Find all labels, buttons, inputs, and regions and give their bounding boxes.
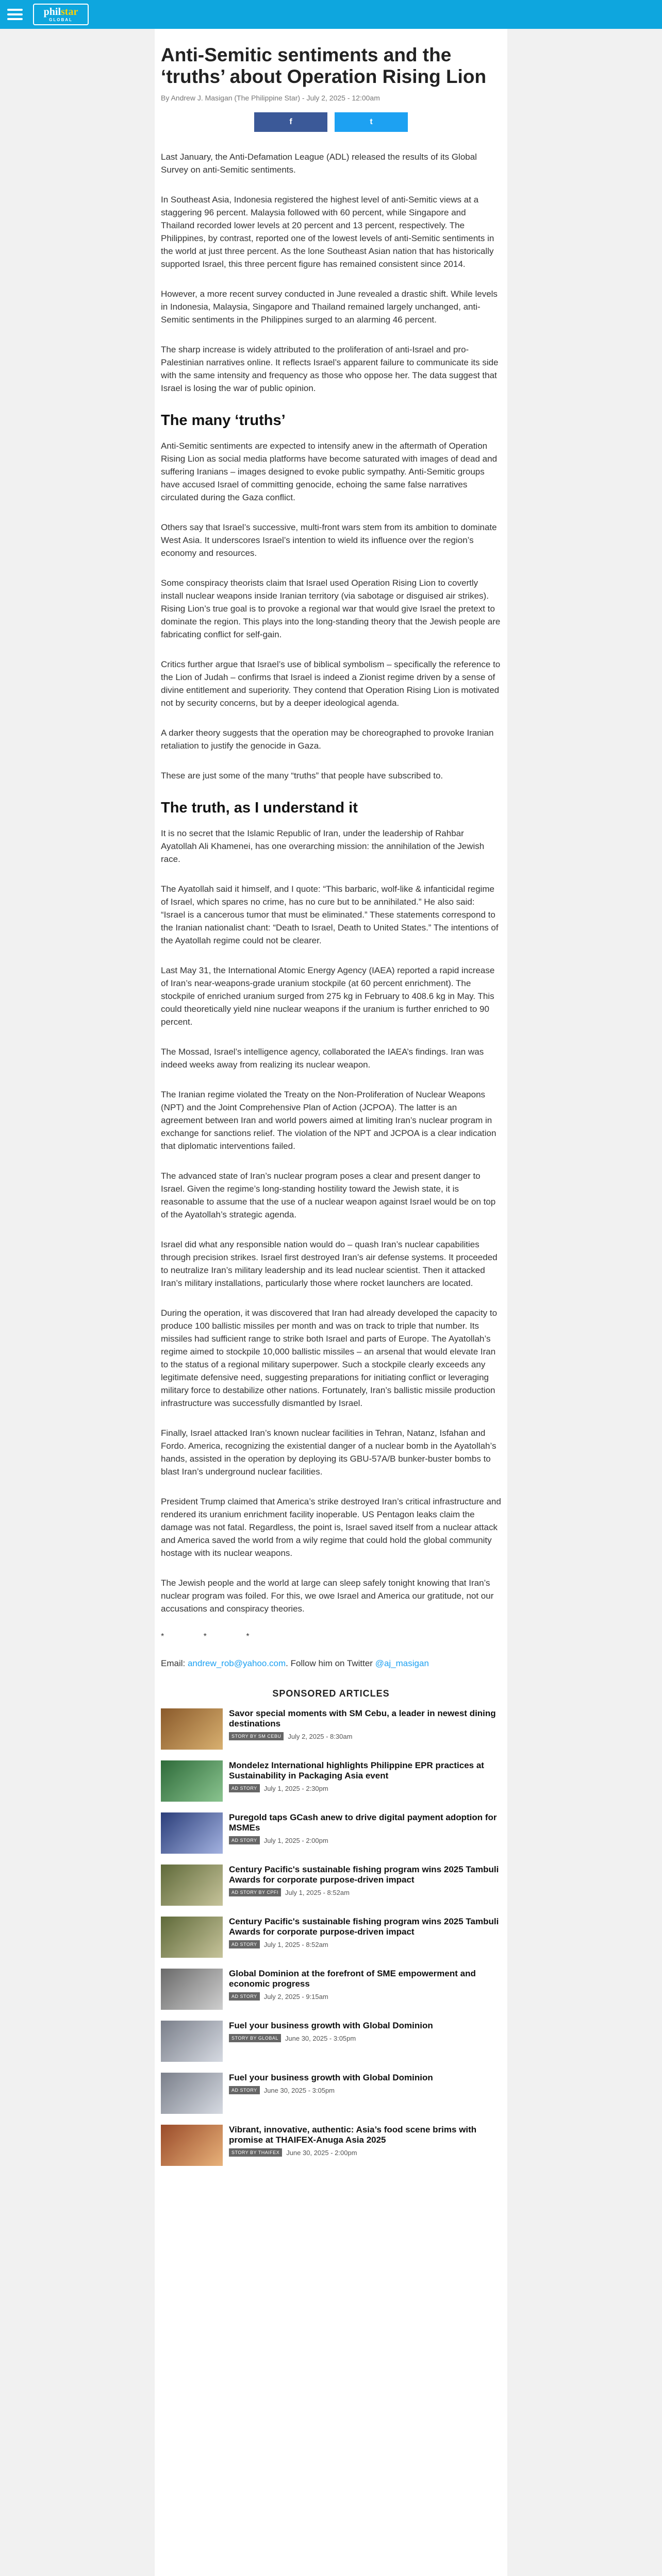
twitter-label: . Follow him on Twitter [286,1658,375,1668]
email-label: Email: [161,1658,188,1668]
sponsored-badge: STORY BY SM CEBU [229,1732,284,1740]
section-heading: The truth, as I understand it [161,800,358,816]
sponsored-thumbnail[interactable] [161,1969,223,2010]
sponsored-title[interactable]: Century Pacific's sustainable fishing program wins 2025 Tambuli Awards for corporate purpose-driven impact [229,1865,499,1885]
article-title: Anti-Semitic sentiments and the ‘truths’ about Operation Rising Lion [161,44,487,87]
sponsored-date: June 30, 2025 - 3:05pm [263,2086,335,2094]
sponsored-meta [229,2034,501,2042]
paragraph: Israel did what any responsible nation would do – quash Iran’s nuclear capabilities through precision strikes. Israel first destroyed Iran’s air defense systems. It proceeded to neutralize Iran’s military leadership and its lead nuclear scientist. Then it attacked Iran’s military installations, particularly those where rocket launchers are located. [161,1240,498,1288]
twitter-icon: t [370,117,373,126]
share-buttons [161,112,501,132]
sponsored-item[interactable] [161,1865,501,1906]
sponsored-title[interactable]: Savor special moments with SM Cebu, a leader in newest dining destinations [229,1708,496,1728]
author-contact [161,1657,501,1670]
paragraph: The advanced state of Iran’s nuclear program poses a clear and present danger to Israel. Given the regime’s long-standing hostility toward the Jewish state, it is reasonable to assume that the use of a nuclear weapon against Israel would be on top of the Ayatollah’s strategic agenda. [161,1171,496,1219]
facebook-icon: f [289,117,292,126]
sponsored-badge: AD STORY [229,2086,260,2094]
sponsored-meta [229,2086,501,2094]
sponsored-item[interactable] [161,1969,501,2010]
sponsored-meta [229,2148,501,2157]
sponsored-badge: AD STORY BY CPFI [229,1888,281,1896]
sponsored-item[interactable] [161,2021,501,2062]
sponsored-meta [229,1888,501,1896]
top-navigation-bar [0,0,662,29]
section-divider: * * * [161,1632,268,1641]
sponsored-title[interactable]: Fuel your business growth with Global Dominion [229,2073,433,2082]
sponsored-item[interactable] [161,1760,501,1802]
sponsored-date: June 30, 2025 - 3:05pm [285,2034,356,2042]
sponsored-thumbnail[interactable] [161,2021,223,2062]
paragraph: Finally, Israel attacked Iran’s known nuclear facilities in Tehran, Natanz, Isfahan and Fordo. America, recognizing the existential danger of a nuclear bomb in the Ayatollah’s hands, assisted in the operation by deploying its GBU-57A/B bunker-buster bombs to blast Iran’s underground nuclear facilities. [161,1428,496,1477]
sponsored-item[interactable] [161,1917,501,1958]
section-heading: The many ‘truths’ [161,412,286,429]
sponsored-text [229,2125,501,2166]
paragraph: It is no secret that the Islamic Republic of Iran, under the leadership of Rahbar Ayatollah Ali Khamenei, has one overarching mission: the annihilation of the Jewish race. [161,828,485,864]
sponsored-list [161,1708,501,2166]
article-body [161,150,501,1670]
sponsored-badge: STORY BY GLOBAL [229,2034,281,2042]
sponsored-text [229,1760,501,1802]
sponsored-title[interactable]: Fuel your business growth with Global Dominion [229,2021,433,2030]
sponsored-thumbnail[interactable] [161,1917,223,1958]
sponsored-date: July 2, 2025 - 8:30am [288,1732,353,1740]
paragraph: The sharp increase is widely attributed to the proliferation of anti-Israel and pro-Palestinian narratives online. It reflects Israel’s apparent failure to communicate its side with the same intensity and frequency as those who oppose her. The data suggest that Israel is losing the war of public opinion. [161,345,499,393]
paragraph: Others say that Israel’s successive, multi-front wars stem from its ambition to dominate West Asia. It underscores Israel’s intention to wield its influence over the region’s economy and resources. [161,522,497,558]
sponsored-articles [161,1688,501,2166]
paragraph: These are just some of the many “truths” that people have subscribed to. [161,771,443,781]
sponsored-date: July 1, 2025 - 2:00pm [263,1836,328,1844]
sponsored-text [229,2021,501,2062]
sponsored-title[interactable]: Century Pacific's sustainable fishing program wins 2025 Tambuli Awards for corporate purpose-driven impact [229,1917,499,1937]
sponsored-text [229,1969,501,2010]
paragraph: Last May 31, the International Atomic Energy Agency (IAEA) reported a rapid increase of Iran’s near-weapons-grade uranium stockpile (at 60 percent enrichment). The stockpile of enriched uranium surged from 275 kg in February to 408.6 kg in May. This could theoretically yield nine nuclear weapons if the uranium is further enriched to 90 percent. [161,965,495,1027]
sponsored-badge: AD STORY [229,1836,260,1844]
sponsored-item[interactable] [161,2073,501,2114]
author-twitter-link[interactable]: @aj_masigan [375,1658,429,1668]
menu-icon[interactable] [7,9,23,20]
logo-subtitle: GLOBAL [49,18,73,22]
sponsored-badge: STORY BY THAIFEX [229,2148,282,2157]
sponsored-title[interactable]: Puregold taps GCash anew to drive digital payment adoption for MSMEs [229,1812,497,1833]
paragraph: The Iranian regime violated the Treaty on the Non-Proliferation of Nuclear Weapons (NPT) and the Joint Comprehensive Plan of Action (JCPOA). The latter is an agreement between Iran and world powers aimed at limiting Iran’s nuclear program in exchange for sanctions relief. The violation of the NPT and JCPOA is a clear indication that diplomatic interventions failed. [161,1090,496,1151]
article [155,29,507,2576]
paragraph: The Jewish people and the world at large can sleep safely tonight knowing that Iran’s nuclear program was foiled. For this, we owe Israel and America our gratitude, not our accusations and conspiracy theories. [161,1578,494,1614]
sponsored-title[interactable]: Mondelez International highlights Philippine EPR practices at Sustainability in Packaging Asia event [229,1760,484,1781]
paragraph: The Ayatollah said it himself, and I quote: “This barbaric, wolf-like & infanticidal regime of Israel, which spares no crime, has no cure but to be annihilated.” He also said: “Israel is a cancerous tumor that must be eliminated.” These statements correspond to the Iranian nationalist chant: “Death to Israel, Death to United States.” The intentions of the Ayatollah regime could not be clearer. [161,884,499,945]
sponsored-thumbnail[interactable] [161,1708,223,1750]
sponsored-date: July 2, 2025 - 9:15am [263,1992,328,2001]
sponsored-text [229,1917,501,1958]
sponsored-thumbnail[interactable] [161,1760,223,1802]
paragraph: During the operation, it was discovered that Iran had already developed the capacity to produce 100 ballistic missiles per month and was on track to triple that number. Its missiles had sufficient range to strike both Israel and parts of Europe. The Ayatollah’s regime aimed to stockpile 10,000 ballistic missiles – an arsenal that would elevate Iran to the status of a regional military superpower. Such a stockpile clearly exceeds any legitimate defensive need, suggesting preparations for initiating conflict or leveraging military force to destabilize other nations. Fortunately, Iran’s ballistic missile production infrastructure was successfully dismantled by Israel. [161,1308,498,1408]
sponsored-date: July 1, 2025 - 8:52am [285,1888,350,1896]
sponsored-heading: SPONSORED ARTICLES [272,1688,390,1699]
sponsored-meta [229,1940,501,1948]
sponsored-meta [229,1992,501,2001]
sponsored-badge: AD STORY [229,1992,260,2001]
author-email-link[interactable]: andrew_rob@yahoo.com [187,1658,286,1668]
sponsored-meta [229,1836,501,1844]
sponsored-item[interactable] [161,1708,501,1750]
sponsored-date: June 30, 2025 - 2:00pm [286,2148,357,2157]
page-wrapper [0,29,662,2576]
sponsored-thumbnail[interactable] [161,2073,223,2114]
sponsored-text [229,1708,501,1750]
sponsored-title[interactable]: Global Dominion at the forefront of SME empowerment and economic progress [229,1969,476,1989]
sponsored-thumbnail[interactable] [161,1812,223,1854]
sponsored-item[interactable] [161,2125,501,2166]
site-logo[interactable] [33,4,89,25]
paragraph: In Southeast Asia, Indonesia registered the highest level of anti-Semitic views at a staggering 96 percent. Malaysia followed with 60 percent, while Singapore and Thailand recorded lower levels at 20 percent and 13 percent, respectively. The Philippines, by contrast, reported one of the lowest levels of anti-Semitic sentiments in the world at just three percent. As the lone Southeast Asian nation that has historically supported Israel, this three percent figure has remained consistent since 2014. [161,195,494,269]
facebook-share-button[interactable] [254,112,327,132]
sponsored-text [229,2073,501,2114]
sponsored-badge: AD STORY [229,1784,260,1792]
paragraph: Anti-Semitic sentiments are expected to intensify anew in the aftermath of Operation Rising Lion as social media platforms have become saturated with images of dead and suffering Iranians – images designed to evoke public sympathy. Anti-Semitic groups have accused Israel of committing genocide, echoing the same false narratives circulated during the Gaza conflict. [161,441,498,502]
paragraph: Critics further argue that Israel’s use of biblical symbolism – specifically the reference to the Lion of Judah – confirms that Israel is indeed a Zionist regime driven by a sense of divine entitlement and superiority. They contend that Operation Rising Lion is motivated not by security concerns, but by a deeper ideological agenda. [161,659,501,708]
sponsored-thumbnail[interactable] [161,1865,223,1906]
article-byline: By Andrew J. Masigan (The Philippine Star) - July 2, 2025 - 12:00am [161,94,380,102]
sponsored-thumbnail[interactable] [161,2125,223,2166]
sponsored-date: July 1, 2025 - 8:52am [263,1940,328,1948]
sponsored-text [229,1865,501,1906]
sponsored-date: July 1, 2025 - 2:30pm [263,1784,328,1792]
paragraph: Some conspiracy theorists claim that Israel used Operation Rising Lion to covertly install nuclear weapons inside Iranian territory (via sabotage or disguised air strikes). Rising Lion’s true goal is to provoke a regional war that would give Israel the pretext to dominate the region. This plays into the long-standing theory that the Jewish people are fabricating conflict for self-gain. [161,578,501,639]
sponsored-meta [229,1732,501,1740]
sponsored-meta [229,1784,501,1792]
paragraph: President Trump claimed that America’s strike destroyed Iran’s critical infrastructure and rendered its uranium enrichment facility inoperable. US Pentagon leaks claim the damage was not fatal. Regardless, the point is, Israel saved itself from a nuclear attack and America saved the world from a wily regime that could hold the global community hostage with its nuclear weapons. [161,1497,501,1558]
sponsored-item[interactable] [161,1812,501,1854]
sponsored-text [229,1812,501,1854]
sponsored-badge: AD STORY [229,1940,260,1948]
paragraph: Last January, the Anti-Defamation League (ADL) released the results of its Global Survey on anti-Semitic sentiments. [161,152,477,175]
sponsored-title[interactable]: Vibrant, innovative, authentic: Asia’s food scene brims with promise at THAIFEX-Anuga Asia 2025 [229,2125,477,2145]
logo-wordmark: philstar [43,6,78,18]
paragraph: A darker theory suggests that the operation may be choreographed to provoke Iranian retaliation to justify the genocide in Gaza. [161,728,494,751]
twitter-share-button[interactable] [335,112,408,132]
paragraph: However, a more recent survey conducted in June revealed a drastic shift. While levels in Indonesia, Malaysia, Singapore and Thailand remained largely unchanged, anti-Semitic sentiments in the Philippines surged to an alarming 46 percent. [161,289,498,325]
paragraph: The Mossad, Israel’s intelligence agency, collaborated the IAEA’s findings. Iran was indeed weeks away from realizing its nuclear weapon. [161,1047,484,1070]
